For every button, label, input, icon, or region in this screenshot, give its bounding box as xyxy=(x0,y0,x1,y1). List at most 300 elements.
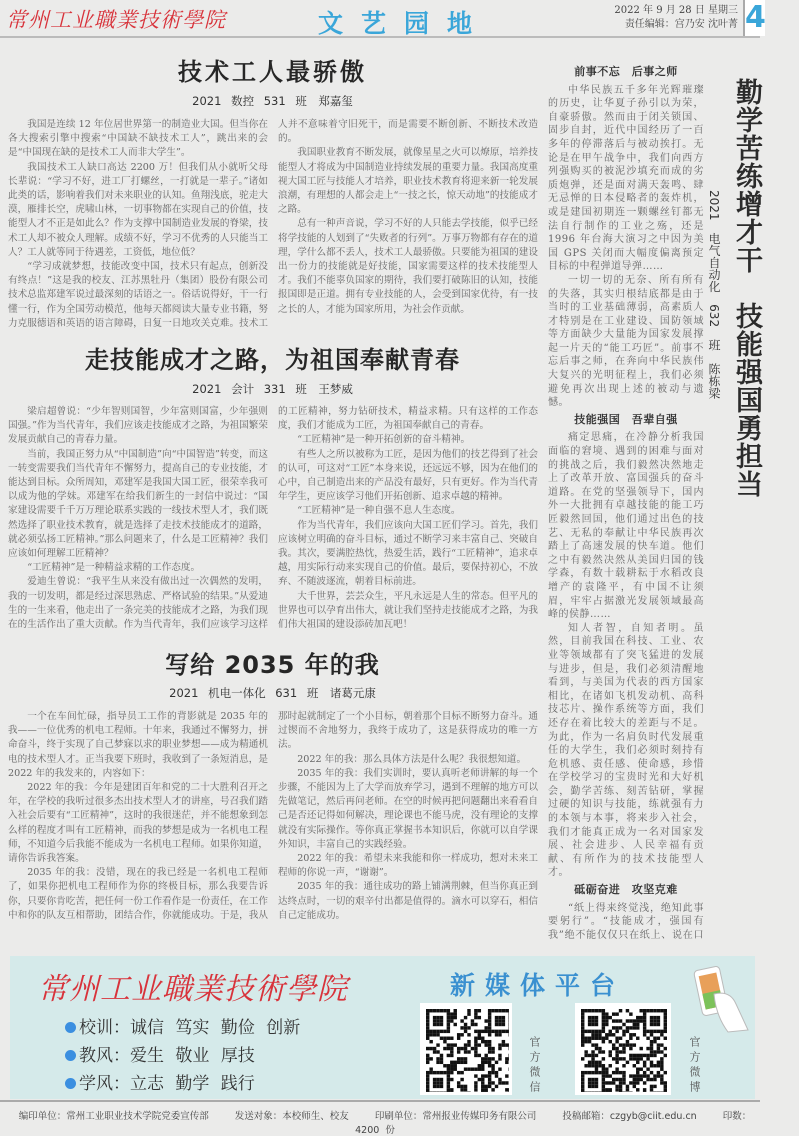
footer-audience: 发送对象：本校师生、校友 xyxy=(234,1111,349,1122)
qr-module xyxy=(612,1019,615,1022)
paragraph: “工匠精神”是一种自强不息人生态度。 xyxy=(297,505,461,517)
qr-module xyxy=(615,1078,618,1081)
qr-module xyxy=(657,1019,660,1022)
qr-module xyxy=(478,1064,481,1067)
qr-module xyxy=(498,1019,501,1022)
qr-module xyxy=(653,1019,656,1022)
qr-module xyxy=(581,1081,584,1084)
qr-module xyxy=(488,1033,491,1036)
qr-module xyxy=(491,1009,494,1012)
qr-module xyxy=(588,1092,591,1095)
qr-module xyxy=(509,1030,512,1033)
qr-module xyxy=(488,1030,491,1033)
motto-label: 学风： xyxy=(79,1074,130,1094)
bullet-icon xyxy=(65,1022,76,1033)
qr-module xyxy=(509,1057,512,1060)
qr-module xyxy=(426,1074,429,1077)
qr-module xyxy=(426,1088,429,1091)
qr-module xyxy=(605,1023,608,1026)
qr-module xyxy=(660,1030,663,1033)
qr-module xyxy=(581,1026,584,1029)
qr-module xyxy=(502,1043,505,1046)
qr-module xyxy=(639,1016,642,1019)
qr-module xyxy=(615,1071,618,1074)
qr-module xyxy=(602,1071,605,1074)
qr-module xyxy=(615,1088,618,1091)
qr-module xyxy=(595,1016,598,1019)
qr-module xyxy=(454,1009,457,1012)
banner-school-logo: 常州工业職業技術學院 xyxy=(38,972,348,1007)
qr-module xyxy=(643,1019,646,1022)
qr-module xyxy=(591,1019,594,1022)
issue-date: 2022 年 9 月 28 日 星期三 xyxy=(614,5,738,16)
qr-module xyxy=(454,1061,457,1064)
qr-module xyxy=(584,1071,587,1074)
qr-module xyxy=(450,1061,453,1064)
qr-module xyxy=(622,1092,625,1095)
article3-title: 写给 2035 年的我 xyxy=(165,651,380,679)
qr-module xyxy=(643,1092,646,1095)
qr-module xyxy=(636,1037,639,1040)
qr-module xyxy=(460,1057,463,1060)
qr-module xyxy=(433,1085,436,1088)
qr-module xyxy=(639,1047,642,1050)
qr-module xyxy=(460,1071,463,1074)
qr-module xyxy=(622,1074,625,1077)
qr-module xyxy=(505,1043,508,1046)
qr-module xyxy=(495,1074,498,1077)
qr-module xyxy=(619,1057,622,1060)
qr-module xyxy=(426,1026,429,1029)
paragraph: 2035 年的我：我们实训时，要认真听老师讲解的每一个步骤，不能因为上了大学而放弃学习，遇到不理解的地方可以先做笔记，然后再问老师。在空的时候再把问题翻出来看看自己是否还记得如何解决，理论课也不能马虎，没有理论的支撑就没有实际操作。等你真正掌握书本知识后，你就可以自学课外知识，丰富自己的实践经验。 xyxy=(278,767,538,850)
qr-module xyxy=(474,1030,477,1033)
qr-module xyxy=(484,1057,487,1060)
qr-module xyxy=(588,1019,591,1022)
qr-module xyxy=(626,1043,629,1046)
qr-module xyxy=(591,1057,594,1060)
qr-module xyxy=(602,1057,605,1060)
paragraph: 痛定思痛，在冷静分析我国面临的窘境、遇到的困难与面对的挑战之后，我们毅然决然地走上了改革开放、富国强兵的奋斗道路。在党的坚强领导下，国内外一大批拥有卓越技能的能工巧匠毅然回国，他们通过出色的技艺、无私的奉献让中华民族再次踏上了高速发展的快车道。他们之中有毅然决然从美国归国的钱学森，有数十载耕耘于水稻改良增产的袁隆平，有中国不让须眉，牢牢占据激光发展领域最高峰的侯静…… xyxy=(548,432,704,621)
qr-module xyxy=(457,1047,460,1050)
qr-module xyxy=(660,1057,663,1060)
paragraph: “学习成就梦想，技能改变中国，技术只有起点，创新没有终点！”这是我的校友、江苏黑牡丹（集团）股份有限公司技术总监郑建军说过最深刻的话语之一。俗话说得好，干一行懂一行，作为全国劳动模范，他每天都阅读大量专业书籍，努力克服德语和英语的语言障碍，日复一日地攻关克难。技术工人并不意味着守旧死干，而是需要不断创新、不断技术改造的。 xyxy=(8,119,538,329)
qr-module xyxy=(426,1030,429,1033)
qr-module xyxy=(626,1030,629,1033)
qr-module xyxy=(622,1071,625,1074)
qr-module xyxy=(450,1012,453,1015)
qr-module xyxy=(591,1071,594,1074)
qr-module xyxy=(602,1023,605,1026)
qr-module xyxy=(443,1030,446,1033)
qr-module xyxy=(443,1037,446,1040)
qr-module xyxy=(491,1081,494,1084)
qr-module xyxy=(436,1009,439,1012)
paragraph: 知人者智，自知者明。虽然，目前我国在科技、工业、农业等领域都有了突飞猛进的发展与进步，但是，我们必须清醒地看到，与美国为代表的西方国家相比，在诸如飞机发动机、高科技芯片、操作系统等方面，我们还存在着比较大的差距与不足。为此，作为一名肩负时代发展重任的大学生，我们必须时刻持有危机感、责任感、使命感，珍惜在学校学习的宝贵时光和大好机会，勤学苦练、刻苦钻研，掌握过硬的知识与技能，练就强有力的本领与本事，将来步入社会，我们才能真正成为一名对国家发展、社会进步、人民幸福有贡献、有所作为的技术技能型人才。 xyxy=(548,622,704,879)
qr-module xyxy=(619,1085,622,1088)
qr-module xyxy=(588,1054,591,1057)
qr-module xyxy=(505,1061,508,1064)
qr-module xyxy=(660,1064,663,1067)
issue-info xyxy=(592,4,738,32)
qr-module xyxy=(646,1067,649,1070)
qr-module xyxy=(664,1019,667,1022)
qr-module xyxy=(474,1047,477,1050)
qr-module xyxy=(595,1033,598,1036)
paragraph: “工匠精神”是一种开拓创新的奋斗精神。 xyxy=(297,434,471,446)
qr-module xyxy=(598,1033,601,1036)
qr-module xyxy=(498,1043,501,1046)
qr-module xyxy=(447,1071,450,1074)
qr-module xyxy=(591,1061,594,1064)
qr-module xyxy=(605,1088,608,1091)
qr-module xyxy=(447,1012,450,1015)
qr-module xyxy=(653,1054,656,1057)
qr-module xyxy=(639,1067,642,1070)
qr-module xyxy=(584,1092,587,1095)
qr-module xyxy=(595,1023,598,1026)
qr-module xyxy=(495,1023,498,1026)
qr-module xyxy=(498,1009,501,1012)
qr-module xyxy=(636,1071,639,1074)
qr-module xyxy=(609,1088,612,1091)
qr-module xyxy=(602,1085,605,1088)
qr-module xyxy=(602,1009,605,1012)
qr-module xyxy=(657,1047,660,1050)
qr-module xyxy=(591,1030,594,1033)
qr-module xyxy=(622,1023,625,1026)
qr-module xyxy=(653,1016,656,1019)
qr-module xyxy=(622,1057,625,1060)
qr-module xyxy=(454,1064,457,1067)
qr-module xyxy=(629,1037,632,1040)
qr-module xyxy=(646,1074,649,1077)
qr-module xyxy=(650,1016,653,1019)
qr-module xyxy=(484,1085,487,1088)
qr-module xyxy=(488,1026,491,1029)
qr-module xyxy=(481,1081,484,1084)
qr-module xyxy=(429,1030,432,1033)
qr-module xyxy=(426,1009,429,1012)
qr-module xyxy=(619,1088,622,1091)
qr-module xyxy=(581,1012,584,1015)
qr-module xyxy=(633,1057,636,1060)
qr-module xyxy=(495,1071,498,1074)
qr-module xyxy=(619,1019,622,1022)
qr-module xyxy=(657,1009,660,1012)
section-body xyxy=(548,902,704,942)
qr-module xyxy=(450,1078,453,1081)
qr-module xyxy=(643,1026,646,1029)
qr-module xyxy=(505,1088,508,1091)
qr-module xyxy=(591,1081,594,1084)
qr-module xyxy=(474,1054,477,1057)
qr-module xyxy=(602,1081,605,1084)
qr-module xyxy=(588,1085,591,1088)
qr-module xyxy=(467,1033,470,1036)
qr-module xyxy=(581,1071,584,1074)
qr-module xyxy=(447,1067,450,1070)
qr-module xyxy=(609,1050,612,1053)
qr-module xyxy=(436,1023,439,1026)
qr-module xyxy=(457,1050,460,1053)
qr-module xyxy=(609,1040,612,1043)
qr-module xyxy=(595,1064,598,1067)
qr-module xyxy=(491,1088,494,1091)
qr-module xyxy=(595,1030,598,1033)
qr-module xyxy=(509,1088,512,1091)
qr-module xyxy=(653,1064,656,1067)
qr-module xyxy=(646,1037,649,1040)
qr-module xyxy=(595,1092,598,1095)
qr-module xyxy=(588,1064,591,1067)
qr-module xyxy=(509,1012,512,1015)
qr-module xyxy=(440,1030,443,1033)
qr-module xyxy=(650,1009,653,1012)
qr-module xyxy=(484,1030,487,1033)
qr-module xyxy=(615,1047,618,1050)
qr-module xyxy=(595,1061,598,1064)
qr-module xyxy=(581,1040,584,1043)
page-header xyxy=(0,0,766,38)
qr-module xyxy=(509,1019,512,1022)
qr-module xyxy=(447,1016,450,1019)
qr-module xyxy=(467,1012,470,1015)
qr-module xyxy=(447,1009,450,1012)
qr-module xyxy=(657,1064,660,1067)
qr-module xyxy=(633,1078,636,1081)
qr-module xyxy=(457,1061,460,1064)
qr-module xyxy=(433,1078,436,1081)
qr-module xyxy=(498,1057,501,1060)
qr-module xyxy=(481,1037,484,1040)
qr-module xyxy=(505,1081,508,1084)
qr-module xyxy=(436,1092,439,1095)
qr-module xyxy=(467,1050,470,1053)
qr-module xyxy=(598,1047,601,1050)
qr-module xyxy=(450,1092,453,1095)
qr-module xyxy=(629,1033,632,1036)
qr-module xyxy=(629,1092,632,1095)
qr-module xyxy=(498,1030,501,1033)
qr-module xyxy=(467,1067,470,1070)
qr-module xyxy=(660,1009,663,1012)
qr-module xyxy=(505,1074,508,1077)
qr-module xyxy=(464,1067,467,1070)
qr-module xyxy=(605,1016,608,1019)
qr-module xyxy=(581,1088,584,1091)
qr-module xyxy=(478,1067,481,1070)
section-body xyxy=(548,84,704,410)
qr-module xyxy=(440,1061,443,1064)
qr-module xyxy=(457,1081,460,1084)
qr-module xyxy=(639,1009,642,1012)
qr-module xyxy=(433,1071,436,1074)
qr-module xyxy=(646,1054,649,1057)
qr-module xyxy=(433,1030,436,1033)
qr-module xyxy=(633,1033,636,1036)
qr-module xyxy=(622,1081,625,1084)
qr-module xyxy=(450,1067,453,1070)
qr-module xyxy=(440,1092,443,1095)
article2-title: 走技能成才之路，为祖国奉献青春 xyxy=(85,346,460,374)
qr-module xyxy=(595,1043,598,1046)
qr-module xyxy=(602,1074,605,1077)
qr-module xyxy=(436,1033,439,1036)
qr-module xyxy=(609,1030,612,1033)
qr-module xyxy=(629,1047,632,1050)
qr-module xyxy=(619,1009,622,1012)
qr-module xyxy=(478,1037,481,1040)
qr-module xyxy=(460,1088,463,1091)
qr-module xyxy=(653,1023,656,1026)
qr-module xyxy=(491,1067,494,1070)
qr-module xyxy=(443,1047,446,1050)
qr-module xyxy=(474,1023,477,1026)
qr-module xyxy=(447,1064,450,1067)
qr-module xyxy=(450,1054,453,1057)
qr-module xyxy=(609,1054,612,1057)
qr-module xyxy=(629,1081,632,1084)
footer-email[interactable]: 投稿邮箱：czgyb@ciit.edu.cn xyxy=(562,1111,697,1122)
qr-module xyxy=(581,1078,584,1081)
qr-module xyxy=(598,1050,601,1053)
qr-module xyxy=(588,1023,591,1026)
qr-module xyxy=(502,1030,505,1033)
qr-module xyxy=(498,1054,501,1057)
qr-module xyxy=(636,1054,639,1057)
qr-module xyxy=(464,1061,467,1064)
qr-module xyxy=(622,1078,625,1081)
qr-module xyxy=(478,1078,481,1081)
qr-module xyxy=(460,1033,463,1036)
qr-module xyxy=(481,1030,484,1033)
paragraph: “工匠精神”是一种精益求精的工作态度。 xyxy=(27,562,201,574)
qr-module xyxy=(653,1037,656,1040)
qr-module xyxy=(450,1016,453,1019)
qr-module xyxy=(426,1081,429,1084)
qr-module xyxy=(615,1067,618,1070)
qr-module xyxy=(595,1067,598,1070)
qr-module xyxy=(460,1019,463,1022)
qr-module xyxy=(429,1071,432,1074)
qr-module xyxy=(591,1085,594,1088)
qr-module xyxy=(602,1092,605,1095)
qr-module xyxy=(626,1085,629,1088)
section-body xyxy=(548,431,704,880)
qr-module xyxy=(615,1019,618,1022)
qr-module xyxy=(484,1054,487,1057)
qr-module xyxy=(633,1081,636,1084)
qr-module xyxy=(605,1081,608,1084)
qr-module xyxy=(643,1016,646,1019)
qr-module xyxy=(660,1081,663,1084)
qr-module xyxy=(509,1033,512,1036)
qr-module xyxy=(581,1016,584,1019)
qr-module xyxy=(457,1037,460,1040)
qr-module xyxy=(626,1009,629,1012)
qr-module xyxy=(467,1043,470,1046)
qr-module xyxy=(605,1033,608,1036)
wechat-qr-code[interactable] xyxy=(420,1003,512,1095)
qr-module xyxy=(426,1071,429,1074)
qr-module xyxy=(488,1016,491,1019)
qr-module xyxy=(481,1085,484,1088)
qr-module xyxy=(653,1074,656,1077)
qr-module xyxy=(591,1016,594,1019)
qr-module xyxy=(584,1040,587,1043)
qr-module xyxy=(495,1009,498,1012)
qr-module xyxy=(619,1078,622,1081)
qr-module xyxy=(595,1019,598,1022)
qr-module xyxy=(605,1067,608,1070)
qr-module xyxy=(602,1040,605,1043)
qr-module xyxy=(426,1037,429,1040)
qr-module xyxy=(509,1067,512,1070)
qr-module xyxy=(447,1037,450,1040)
qr-module xyxy=(481,1067,484,1070)
qr-module xyxy=(502,1023,505,1026)
qr-module xyxy=(657,1043,660,1046)
new-media-banner xyxy=(10,956,755,1099)
qr-module xyxy=(664,1037,667,1040)
qr-module xyxy=(429,1047,432,1050)
qr-module xyxy=(478,1043,481,1046)
qr-module xyxy=(588,1071,591,1074)
qr-module xyxy=(464,1057,467,1060)
qr-module xyxy=(595,1071,598,1074)
qr-module xyxy=(474,1081,477,1084)
qr-module xyxy=(464,1030,467,1033)
qr-module xyxy=(484,1088,487,1091)
qr-module xyxy=(426,1085,429,1088)
qr-module xyxy=(598,1064,601,1067)
qr-module xyxy=(605,1092,608,1095)
qr-module xyxy=(591,1037,594,1040)
qr-module xyxy=(491,1030,494,1033)
qr-module xyxy=(467,1009,470,1012)
qr-module xyxy=(650,1050,653,1053)
motto-label: 校训： xyxy=(79,1018,130,1038)
qr-module xyxy=(440,1023,443,1026)
qr-module xyxy=(660,1078,663,1081)
qr-module xyxy=(660,1067,663,1070)
qr-module xyxy=(602,1016,605,1019)
qr-module xyxy=(440,1037,443,1040)
qr-module xyxy=(615,1057,618,1060)
qr-module xyxy=(650,1061,653,1064)
motto-study xyxy=(65,1069,255,1094)
motto-label: 教风： xyxy=(79,1046,130,1066)
qr-module xyxy=(650,1071,653,1074)
qr-module xyxy=(664,1012,667,1015)
qr-module xyxy=(481,1061,484,1064)
qr-module xyxy=(454,1016,457,1019)
qr-module xyxy=(505,1009,508,1012)
qr-module xyxy=(643,1071,646,1074)
qr-module xyxy=(440,1085,443,1088)
qr-module xyxy=(426,1054,429,1057)
qr-module xyxy=(626,1019,629,1022)
qr-module xyxy=(426,1047,429,1050)
qr-module xyxy=(622,1030,625,1033)
qr-module xyxy=(484,1061,487,1064)
qr-module xyxy=(595,1037,598,1040)
qr-module xyxy=(457,1033,460,1036)
qr-module xyxy=(447,1085,450,1088)
qr-module xyxy=(454,1023,457,1026)
qr-module xyxy=(474,1012,477,1015)
weibo-qr-code[interactable] xyxy=(575,1003,671,1095)
